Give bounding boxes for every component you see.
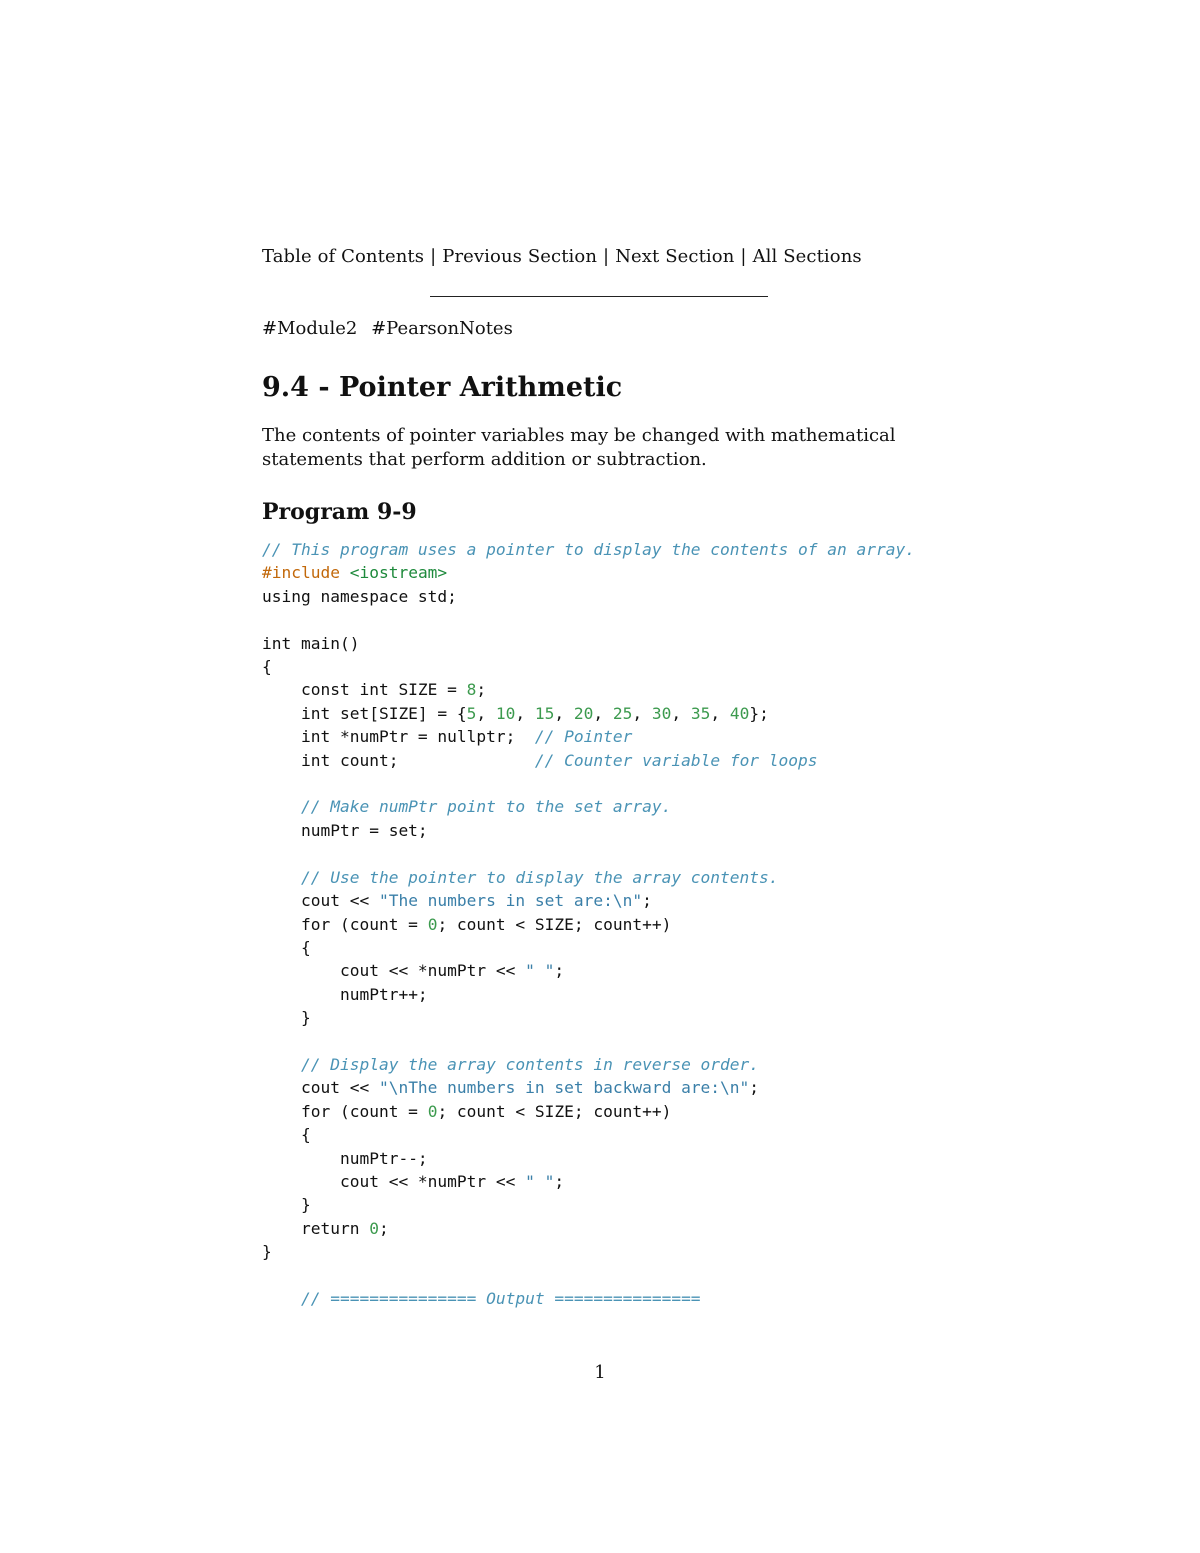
code-number: 25 (612, 703, 633, 723)
code-brace: } (262, 1242, 272, 1262)
previous-section-link[interactable]: Previous Section (442, 246, 598, 267)
code-string: "\nThe numbers in set backward are:\n" (378, 1078, 750, 1098)
code-string: " " (525, 1171, 555, 1191)
code-brace: { (300, 1125, 311, 1145)
code-comment: // Make numPtr point to the set array. (300, 797, 672, 817)
code-line: numPtr--; (339, 1148, 428, 1168)
code-line: cout << (300, 891, 379, 911)
code-brace: { (262, 657, 272, 677)
code-line: int count; (300, 750, 399, 770)
code-number: 35 (690, 703, 711, 723)
code-string: "The numbers in set are:\n" (378, 891, 643, 911)
code-number: 10 (495, 703, 516, 723)
code-brace: } (300, 1195, 311, 1215)
program-title: Program 9-9 (262, 499, 417, 525)
nav-separator: | (430, 246, 437, 267)
code-preprocessor: #include (262, 563, 340, 583)
code-brace: { (300, 937, 311, 957)
page-number: 1 (594, 1362, 606, 1383)
intro-paragraph: The contents of pointer variables may be changed with mathematical statements that perform addition or subtraction. (262, 425, 896, 470)
code-number: 15 (534, 703, 555, 723)
next-section-link[interactable]: Next Section (615, 246, 735, 267)
code-comment: // =============== Output =============== (300, 1289, 701, 1308)
code-include-header: <iostream> (349, 563, 448, 583)
code-number: 8 (466, 680, 477, 700)
horizontal-divider (430, 296, 768, 297)
code-line: return (300, 1218, 370, 1238)
code-line: using namespace std; (262, 586, 457, 606)
code-line: cout << *numPtr << (339, 961, 526, 981)
code-line: for (count = (300, 914, 428, 934)
code-comment: // Pointer (534, 727, 633, 747)
code-line: for (count = (300, 1101, 428, 1121)
tag-pearson-notes[interactable]: #PearsonNotes (371, 318, 513, 339)
all-sections-link[interactable]: All Sections (752, 246, 862, 267)
navigation-links (262, 246, 862, 267)
code-line: cout << *numPtr << (339, 1171, 526, 1191)
code-number: 5 (466, 703, 477, 723)
code-comment: // Counter variable for loops (534, 750, 818, 770)
table-of-contents-link[interactable]: Table of Contents (262, 246, 425, 267)
code-brace: } (300, 1008, 311, 1028)
code-line: ; count < SIZE; count++) (437, 914, 672, 934)
code-comment: // This program uses a pointer to display the contents of an array. (262, 540, 915, 559)
tag-list (262, 318, 513, 339)
code-number: 40 (729, 703, 750, 723)
code-comment: // Use the pointer to display the array contents. (300, 867, 779, 887)
nav-separator: | (740, 246, 747, 267)
nav-separator: | (603, 246, 610, 267)
code-line: int set[SIZE] = { (300, 703, 467, 723)
code-number: 0 (427, 914, 438, 934)
code-string: " " (525, 961, 555, 981)
code-line: cout << (300, 1078, 379, 1098)
code-line: ; count < SIZE; count++) (437, 1101, 672, 1121)
code-line: int main() (262, 633, 360, 653)
tag-module2[interactable]: #Module2 (262, 318, 358, 339)
code-line: int *numPtr = nullptr; (300, 727, 516, 747)
code-block: // This program uses a pointer to display the contents of an array. #include <iostream> using namespace std; int main() { const int SIZE = 8; int set[SIZE] = {5, 10, 15, 20, 25, 30, 35, 40}; int *numPtr = nullptr; // Pointer int count; // Counter variable for loops // Make numPtr point to the set array. numPtr = set; // Use the pointer to display the array contents. cout << "The numbers in set are:\n"; for (count = 0; count < SIZE; count++) { cout << *numPtr << " "; numPtr++; } // Display the array contents in reverse order. cout << "\nThe numbers in set backward are:\n"; for (count = 0; count < SIZE; count++) { numPtr--; cout << *numPtr << " "; } return 0; } // =============== Output =============== (262, 540, 915, 1308)
code-number: 0 (427, 1101, 438, 1121)
code-number: 0 (369, 1218, 379, 1238)
section-title: 9.4 - Pointer Arithmetic (262, 372, 623, 403)
code-line: numPtr = set; (300, 820, 428, 840)
code-number: 20 (573, 703, 594, 723)
code-line: const int SIZE = (300, 680, 467, 700)
code-comment: // Display the array contents in reverse order. (300, 1054, 760, 1074)
code-line: numPtr++; (339, 984, 428, 1004)
code-number: 30 (651, 703, 672, 723)
